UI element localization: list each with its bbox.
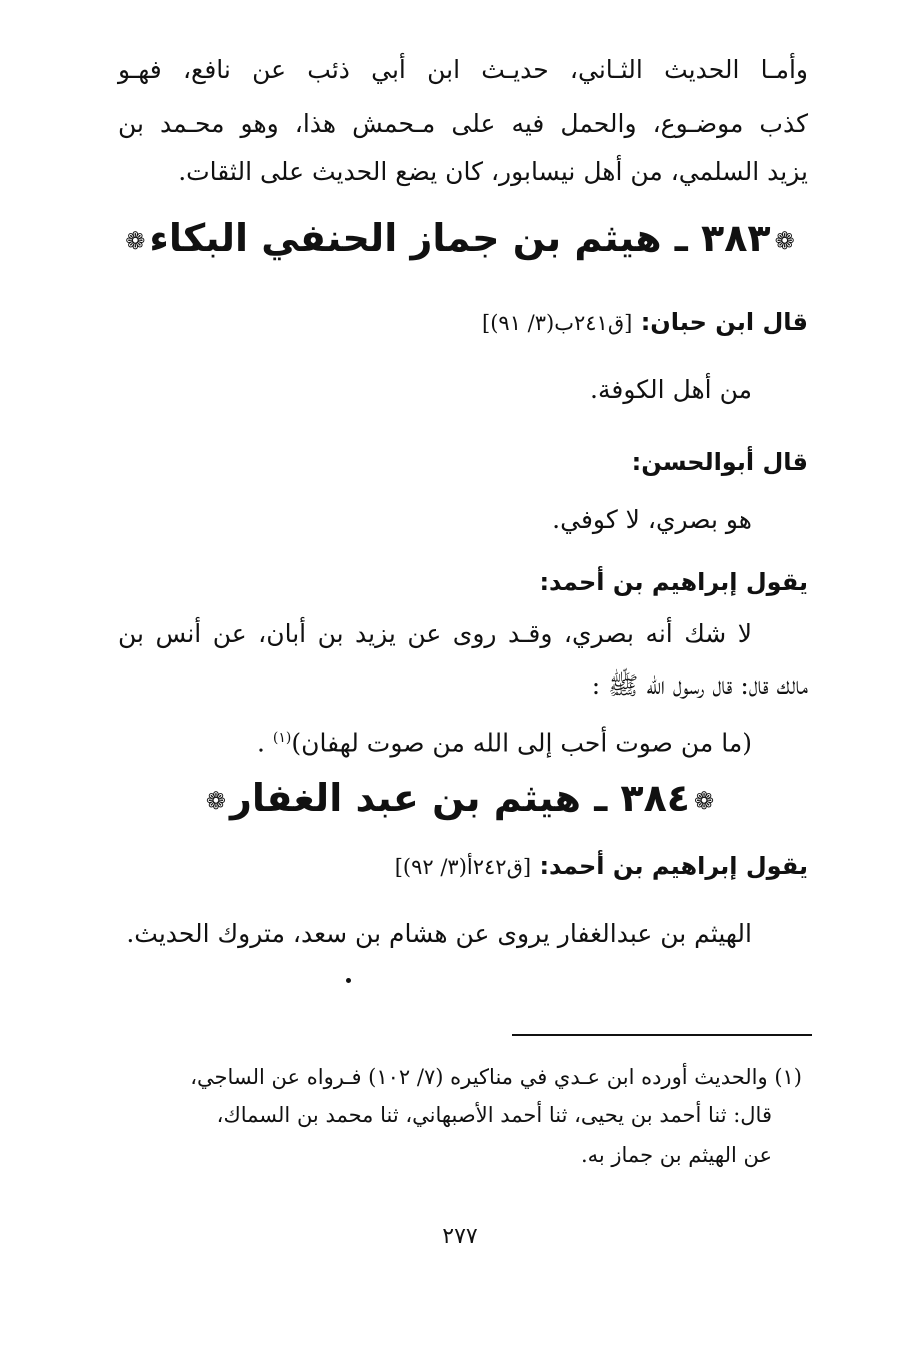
- footnote-divider: [512, 1034, 812, 1036]
- ibrahim-ref-384: [ق٢٤٢أ(٣/ ٩٢)]: [394, 855, 532, 879]
- ibrahim-text-line-2: مالك قال: قال رسول الله ﷺ :: [591, 671, 808, 700]
- stray-dot: [346, 978, 351, 983]
- abulhasan-label: قال أبوالحسن:: [631, 448, 808, 476]
- ibn-hibban-label-line: [482, 302, 808, 343]
- footnote-line-3: عن الهيثم بن جماز به.: [580, 1143, 772, 1167]
- intro-line-3: يزيد السلمي، من أهل نيسابور، كان يضع الحديث على الثقات.: [178, 157, 808, 186]
- ibrahim-label-383: يقول إبراهيم بن أحمد:: [539, 568, 808, 596]
- ornament-icon: ❁: [694, 786, 715, 815]
- hadith-end: .: [256, 728, 273, 758]
- entry-383-title: ۳۸۳ ـ هيثم بن جماز الحنفي البكاء: [149, 216, 771, 260]
- hadith-line: [118, 716, 752, 765]
- ibn-hibban-label: قال ابن حبان:: [640, 308, 808, 336]
- ibn-hibban-ref: [ق٢٤١ب(٣/ ٩١)]: [482, 311, 633, 335]
- abulhasan-text: هو بصري، لا كوفي.: [552, 505, 752, 534]
- ibrahim-label-384-line: [395, 846, 808, 887]
- footnote-line-1: (١) والحديث أورده ابن عـدي في مناكيره (٧/ ١٠٢) فـرواه عن الساجي،: [190, 1065, 802, 1089]
- ibn-hibban-text: من أهل الكوفة.: [590, 375, 752, 404]
- hadith-text: (ما من صوت أحب إلى الله من صوت لهفان): [291, 728, 752, 758]
- page-number: ۲۷۷: [442, 1224, 478, 1249]
- ibrahim-label-384: يقول إبراهيم بن أحمد:: [539, 852, 808, 880]
- entry-383-heading: [0, 210, 920, 269]
- entry-384-text: الهيثم بن عبدالغفار يروى عن هشام بن سعد، متروك الحديث.: [126, 919, 752, 948]
- entry-384-heading: [0, 770, 920, 829]
- footnote-line-2: قال: ثنا أحمد بن يحيى، ثنا أحمد الأصبهاني، ثنا محمد بن السماك،: [216, 1103, 772, 1127]
- ornament-icon: ❁: [205, 786, 226, 815]
- ornament-icon: ❁: [125, 226, 146, 255]
- intro-line-1: وأمـا الحديث الثـاني، حديـث ابن أبي ذئب عن نافع، فهـو: [118, 55, 808, 84]
- ibrahim-text-line-1: لا شك أنه بصري، وقـد روى عن يزيد بن أبان، عن أنس بن: [118, 619, 752, 648]
- intro-line-2: كذب موضـوع، والحمل فيه على مـحمش هذا، وهو محـمد بن: [118, 109, 808, 138]
- ornament-icon: ❁: [774, 226, 795, 255]
- entry-384-title: ۳۸٤ ـ هيثم بن عبد الغفار: [229, 776, 691, 820]
- footnote-marker: (١): [272, 730, 292, 746]
